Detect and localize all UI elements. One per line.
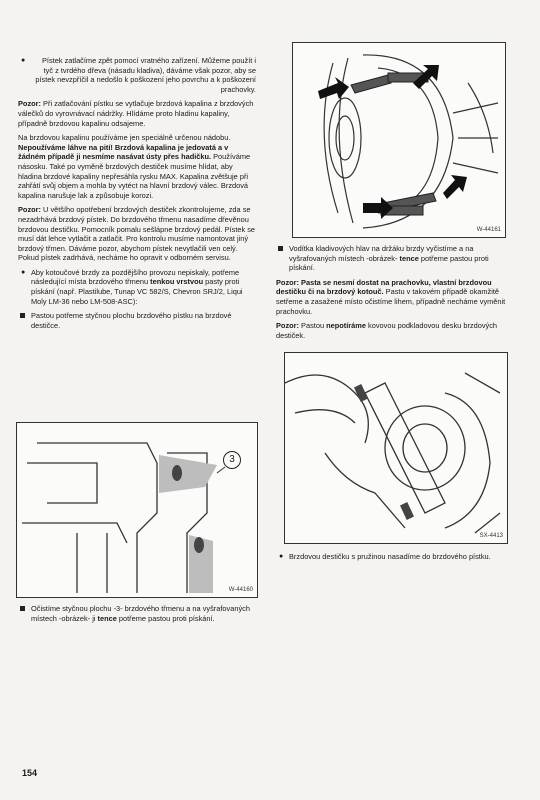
caliper-illustration [17,423,257,597]
warning-label: Pozor: [276,277,299,287]
figure-label: SX-4413 [479,533,503,539]
figure-brake-caliper-arrows [292,42,506,238]
left-column [18,56,256,335]
page-number: 154 [22,768,38,778]
warning-paragraph: Pozor: Pastou nepotíráme kovovou podkladovou desku brzdových destiček. [276,321,498,340]
list-item: ● Aby kotoučové brzdy za pozdějšího provozu nepiskaly, potřeme následující místa brzdového třmenu tenkou vrstvou pasty proti pískání (např. Plastilube, Tunap VC 582/S, Chevron SRJ/2, Liqui Moly LM-36 nebo LM-508-ASC): [21,267,243,306]
square-bullet-icon [20,606,25,611]
list-item: Pastou potřeme styčnou plochu brzdového pístku na brzdové destičce. [18,311,256,330]
warning-label: Pozor: [18,205,41,215]
paragraph: Na brzdovou kapalinu používáme jen speciálně určenou nádobu. Nepoužíváme láhve na pití! Brzdová kapalina je jedovatá a v žádném případě ji nesmíme nasávat ústy přes hadičku. Používáme násosku. Také po vyměně brzdových destiček musíme hlídat, aby hladina brzdové kapaliny nepřesáhla rysku MAX. Kapalina zvětšuje při zahřátí svůj objem a mohla by vytéct na hlavní brzdový válec. Brzdová kapalina narušuje lak a způsobuje korozi. [18,133,251,200]
callout-3: 3 [223,451,241,469]
list-item: Očistíme styčnou plochu -3- brzdového třmenu a na vyšrafovaných místech -obrázek- ji tence potřeme pastou proti pískání. [18,604,256,623]
bullet-icon: ● [21,268,26,276]
warning-label: Pozor: [18,99,41,109]
figure-brake-pad-insert [284,352,508,544]
list-item: ● Brzdovou destičku s pružinou nasadíme do brzdového pístku. [279,552,491,561]
warning-paragraph: Pozor: Pasta se nesmí dostat na prachovku, vlastní brzdovou destičku či na brzdový kotouč. Pastu v takovém případě okamžitě setřeme a zasažené místo očistíme lihem, případně necháme vyměnit prachovku. [276,277,506,316]
warning-paragraph: Pozor: U většího opotřebení brzdových destiček zkontrolujeme, zda se nezadrhává brzdový pístek. Do brzdového třmenu nasadíme dřevěnou brzdovou destičku. Pomocník pomalu sešlápne brzdový pedál. Pístek se musí dát lehce vytlačit a zatlačit. Pro kontrolu musíme namontovat jiný brzdový třmen. Dáváme pozor, abychom pístek nevytlačili ven celý. Pokud pístek zadrhává, necháme ho opravit v odborném servisu. [18,205,256,263]
square-bullet-icon [20,313,25,318]
figure-label: W-44160 [228,587,253,593]
bullet-icon: ● [279,553,284,560]
brake-pad-illustration [285,353,507,543]
square-bullet-icon [278,246,283,251]
figure-label: W-44161 [476,227,501,233]
right-column-bottom [276,552,512,567]
bullet-icon: ● [21,57,26,64]
brake-caliper-illustration [293,43,505,237]
left-column-bottom [18,604,256,628]
warning-paragraph: Pozor: Při zatlačování pístku se vytlačuje brzdová kapalina z brzdových válečků do vyrovnávací nádržky. Hlídáme proto hladinu kapaliny, případně brzdovou kapalinu odsajeme. [18,99,254,128]
warning-label: Pozor: [276,321,299,331]
list-item: ● Pístek zatlačíme zpět pomocí vratného zařízení. Můžeme použít i tyč z tvrdého dřeva (násadu kladiva), dáváme však pozor, aby se pístek nevzpříčil a nedošlo k poškození jeho povrchu a k poškození prachovky. [21,56,256,94]
figure-caliper-contact [16,422,258,598]
list-item: Vodítka kladivových hlav na držáku brzdy vyčistíme a na vyšrafovaných místech -obrázek- tence potřeme pastou proti pískání. [276,244,512,273]
right-column [276,244,512,345]
